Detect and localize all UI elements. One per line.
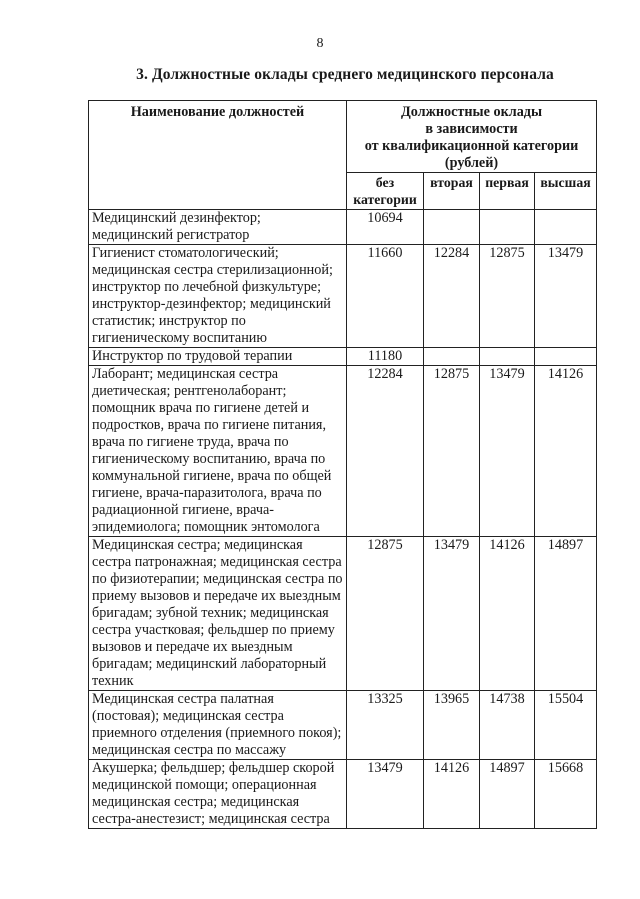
table-header-row <box>89 101 597 173</box>
salary-cell: 14126 <box>480 537 535 691</box>
position-name: Медицинская сестра палатная (постовая); медицинская сестра приемного отделения (приемного покоя); медицинская сестра по массажу <box>89 691 347 760</box>
position-name: Лаборант; медицинская сестра диетическая; рентгенолаборант; помощник врача по гигиене детей и подростков, врача по гигиене питания, врача по гигиене труда, врача по гигиеническому воспитанию, врача по коммунальной гигиене, врача по общей гигиене, врача-паразитолога, врача по радиационной гигиене, врача-эпидемиолога; помощник энтомолога <box>89 366 347 537</box>
salary-cell <box>480 348 535 366</box>
header-group-line: Должностные оклады <box>400 104 543 120</box>
salary-cell: 15668 <box>535 760 597 829</box>
salary-cell: 12875 <box>424 366 480 537</box>
salary-cell <box>535 210 597 245</box>
salary-cell: 14126 <box>535 366 597 537</box>
salary-cell: 14897 <box>535 537 597 691</box>
header-group-line: в зависимости <box>425 121 518 137</box>
position-name: Инструктор по трудовой терапии <box>89 348 347 366</box>
header-group-line: (рублей) <box>444 155 499 171</box>
salary-cell: 13325 <box>347 691 424 760</box>
subheader-no-category: без категории <box>347 173 424 210</box>
salary-cell: 11660 <box>347 245 424 348</box>
salary-cell: 13479 <box>480 366 535 537</box>
salary-cell: 13479 <box>535 245 597 348</box>
table-row <box>89 760 597 829</box>
salary-table <box>88 100 597 829</box>
position-name: Медицинский дезинфектор; медицинский регистратор <box>89 210 347 245</box>
position-name: Гигиенист стоматологический; медицинская сестра стерилизационной; инструктор по лечебной физкультуре; инструктор-дезинфектор; медицинский статистик; инструктор по гигиеническому воспитанию <box>89 245 347 348</box>
table-row <box>89 210 597 245</box>
salary-cell: 14897 <box>480 760 535 829</box>
salary-cell <box>424 210 480 245</box>
subheader-highest: высшая <box>535 173 597 210</box>
salary-cell: 15504 <box>535 691 597 760</box>
salary-cell: 13479 <box>424 537 480 691</box>
salary-cell: 13479 <box>347 760 424 829</box>
salary-cell: 12875 <box>480 245 535 348</box>
table-row <box>89 537 597 691</box>
salary-cell: 11180 <box>347 348 424 366</box>
subheader-first: первая <box>480 173 535 210</box>
header-group-line: от квалификационной категории <box>364 138 579 154</box>
salary-cell <box>424 348 480 366</box>
salary-cell: 12284 <box>347 366 424 537</box>
salary-cell <box>535 348 597 366</box>
header-position-name: Наименование должностей <box>89 101 347 210</box>
table-row <box>89 691 597 760</box>
section-title: 3. Должностные оклады среднего медицинского персонала <box>136 66 554 83</box>
salary-cell <box>480 210 535 245</box>
subheader-second: вторая <box>424 173 480 210</box>
table-row <box>89 348 597 366</box>
table-row <box>89 366 597 537</box>
position-name: Медицинская сестра; медицинская сестра патронажная; медицинская сестра по физиотерапии; медицинская сестра по приему вызовов и передаче их выездным бригадам; зубной техник; медицинская сестра участковая; фельдшер по приему вызовов и передаче их выездным бригадам; медицинский лабораторный техник <box>89 537 347 691</box>
salary-cell: 12875 <box>347 537 424 691</box>
salary-cell: 14126 <box>424 760 480 829</box>
page-number: 8 <box>316 36 324 51</box>
salary-cell: 13965 <box>424 691 480 760</box>
table-row <box>89 245 597 348</box>
salary-cell: 12284 <box>424 245 480 348</box>
position-name: Акушерка; фельдшер; фельдшер скорой медицинской помощи; операционная медицинская сестра; медицинская сестра-анестезист; медицинская сестра <box>89 760 347 829</box>
header-salary-group <box>347 101 597 173</box>
salary-cell: 14738 <box>480 691 535 760</box>
salary-cell: 10694 <box>347 210 424 245</box>
